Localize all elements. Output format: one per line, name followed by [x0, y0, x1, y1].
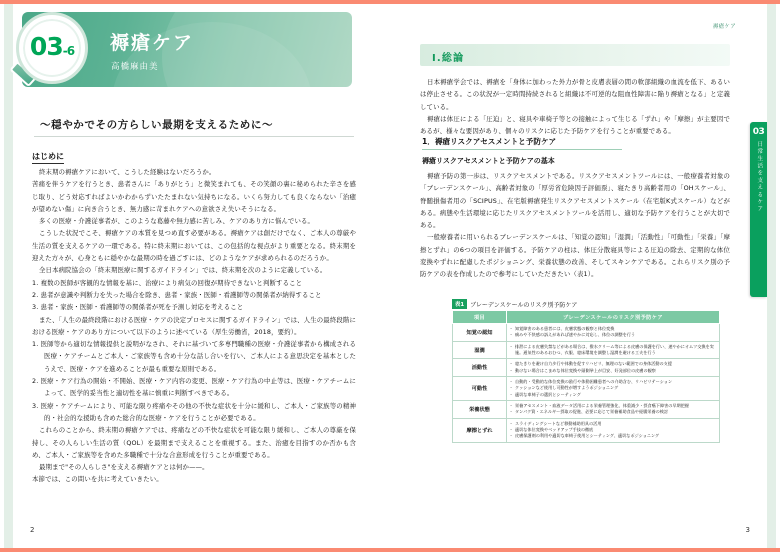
- table-cell-care: [507, 341, 720, 359]
- badge-number-sub: -6: [62, 44, 75, 58]
- subsection-heading-1: 1．褥瘡リスクアセスメントと予防ケア: [422, 136, 622, 150]
- paragraph: また、「人生の最終段階における医療・ケアの決定プロセスに関するガイドライン」では、人生の最終段階における医療・ケアのあり方について以下のように述べている（厚生労働省，2018，要約）。: [32, 315, 356, 336]
- care-item: ・ 知覚障害のある患者には、皮膚状態の観察と体位変換: [510, 326, 716, 332]
- section-band: [420, 44, 730, 66]
- table-cell-item: 活動性: [453, 359, 507, 377]
- table-row: [453, 341, 720, 359]
- paragraph: 本節では、この問いを共に考えていきたい。: [32, 475, 163, 484]
- table-header-row: [453, 311, 720, 324]
- table-caption: [452, 299, 577, 309]
- care-list: [510, 361, 716, 374]
- table-cell-item: 摩擦とずれ: [453, 418, 507, 442]
- care-item: ・ 栄養アセスメント・血液データ活用による栄養管理強化、体重減少・摂食嚥下障害の早期把握: [510, 403, 716, 409]
- definition-list-2: [32, 338, 356, 424]
- table-body: [453, 324, 720, 443]
- left-body-block-1: [32, 166, 356, 486]
- table-cell-care: [507, 401, 720, 419]
- risk-prevention-table: [452, 310, 720, 443]
- care-item: ・ クッションなど使用し可動性が増すようポジショニング: [510, 385, 716, 391]
- badge-number-main: 03: [29, 32, 63, 61]
- table-cell-care: [507, 418, 720, 442]
- care-item: ・ タンパク質・エネルギー摂取の促進、必要に応じて栄養補助食品や経腸栄養の検討: [510, 409, 716, 415]
- running-head: 褥瘡ケア: [712, 24, 736, 30]
- paragraph: 褥瘡は体圧による「圧迫」と、寝具や車椅子等との接触によって生じる「ずれ」や「摩擦」が主要因であるが、様々な要因があり、個々のリスクに応じた予防ケアを行うことが重要である。: [420, 114, 730, 136]
- badge-number: [10, 32, 94, 61]
- book-spread: [0, 4, 780, 548]
- right-page: [390, 4, 780, 548]
- chapter-title: 褥瘡ケア: [110, 32, 195, 54]
- paragraph: 苦痛を伴うケアを行うとき、患者さんに「ありがとう」と微笑まれても、その笑顔の裏に秘められた辛さを感じ取り、どう対応すればよいかわからずいたたまれない気持ちになる。いくら努力しても良くならない「治癒が望めない傷」に向き合うとき、無力感に苛まれケアへの意欲さえ失いそうになる。: [32, 180, 356, 213]
- table-cell-item: 知覚の認知: [453, 324, 507, 342]
- care-item: ・ 自動的・受動的な体位変換の励行や体動困難患者への介助含む、リハビリテーション: [510, 379, 716, 385]
- table-caption-text: ブレーデンスケールのリスク別予防ケア: [470, 302, 578, 309]
- chapter-side-tab[interactable]: [750, 122, 767, 297]
- page-number-left: 2: [30, 526, 35, 534]
- care-item: ・ 痛みや不快感の訴えがあれば速やかに対応し、体位の調整を行う: [510, 332, 716, 338]
- table-cell-item: 湿潤: [453, 341, 507, 359]
- chapter-author: 高橋麻由美: [111, 62, 159, 72]
- subsection-heading-2: 褥瘡リスクアセスメントと予防ケアの基本: [422, 157, 555, 165]
- list-item: 2. 患者が意識や判断力を失った場合を除き、患者・家族・医師・看護師等の関係者が納得すること: [32, 290, 322, 299]
- section-heading: Ⅰ.総論: [432, 53, 465, 64]
- care-item: ・ スライディングシートなど移動補助用具の活用: [510, 421, 716, 427]
- paragraph: 最期まで"その人らしさ"を支える褥瘡ケアとは何か——。: [39, 463, 209, 472]
- table-row: [453, 359, 720, 377]
- page-number-right: 3: [745, 526, 750, 534]
- table-row: [453, 418, 720, 442]
- care-item: ・ 排泄による皮膚失禁などがある場合は、撥水クリーム等による皮膚の保護を行い、速やかにオムツ交換を実施。通気性のあるおむつ、衣服、寝床環境を調整し湿潤を避ける工夫を行う: [510, 344, 716, 357]
- list-item: 1. 複数の医師が客観的な情報を基に、治療により病気の回復が期待できないと判断すること: [32, 278, 303, 287]
- care-item: ・ 皮膚保護剤の利用や適切な車椅子使用とシーティング、適切なポジショニング: [510, 433, 716, 439]
- left-page: [0, 4, 390, 548]
- table-header-care: ブレーデンスケールのリスク別予防ケア: [507, 311, 720, 324]
- paragraph: これらのことから、終末期の褥瘡ケアでは、疼痛などの不快な症状を可能な限り緩和し、ご本人の尊厳を保持し、その人らしい生活の質（QOL）を最期まで支えることを重視する。また、治癒を目指すのか否かも含め、ご本人・ご家族等を含めた多職種で十分な合意形成を行うことが重要である。: [32, 426, 356, 459]
- table-number-badge: 表1: [452, 299, 467, 309]
- paragraph: [32, 264, 356, 276]
- lead-divider: [34, 136, 354, 137]
- care-item: ・ 動けない場合はこまめな体位変換や頭側挙上が目安、好発部位の皮膚の観察: [510, 368, 716, 374]
- paragraph: 日本褥瘡学会では、褥瘡を「身体に加わった外力が骨と皮膚表層の間の軟部組織の血流を低下、あるいは停止させる。この状況が一定時間持続されると組織は不可逆的な阻血性障害に陥り褥瘡となる」と定義している。: [420, 78, 730, 111]
- care-list: [510, 379, 716, 398]
- care-list: [510, 326, 716, 339]
- paragraph: 褥瘡予防の第一歩は、リスクアセスメントである。リスクアセスメントツールには、一般療養者対象の「ブレーデンスケール」、高齢者対象の「厚労省危険因子評価票」、寝たきり高齢者用の「OHスケール」、脊髄損傷者用の「SCIPUS」、在宅版褥瘡発生リスクアセスメントスケール（在宅版K式スケール）などがある。病態や生活環境に応じたリスクアセスメントツールを活用し、適切な予防ケアを行うことが大切である。: [420, 172, 730, 230]
- list-item: 3. 医療・ケアチームにより、可能な限り疼痛やその他の不快な症状を十分に緩和し、ご本人・ご家族等の精神的・社会的な援助も含めた総合的な医療・ケアを行うことが必要である。: [32, 401, 356, 422]
- table-cell-item: 栄養状態: [453, 401, 507, 419]
- care-list: [510, 403, 716, 416]
- list-item: 1. 医師等から適切な情報提供と説明がなされ、それに基づいて多専門職種の医療・介護従事者から構成される医療・ケアチームとご本人・ご家族等も含め十分な話し合いを行い、ご本人による意思決定を基本としたうえで、医療・ケアを進めることが最も重要な原則である。: [32, 340, 356, 373]
- list-item: 2. 医療・ケア行為の開始・不開始、医療・ケア内容の変更、医療・ケア行為の中止等は、医療・ケアチームによって、医学的妥当性と適切性を基に慎重に判断すべきである。: [32, 377, 356, 398]
- paragraph: 多くの医療・介護従事者が、このような葛藤や無力感に苦しみ、ケアのあり方に悩んでいる。: [39, 217, 315, 226]
- side-tab-number: 03: [752, 127, 765, 137]
- care-item: ・ 寝たきりを避け自力歩行や体動を促すリハビリ、無理のない範囲での身体活動の支援: [510, 361, 716, 367]
- care-list: [510, 344, 716, 357]
- table-cell-item: 可動性: [453, 377, 507, 401]
- right-body-block-1: [420, 76, 730, 137]
- lead-title: 〜穏やかでその方らしい最期を支えるために〜: [40, 119, 274, 131]
- right-body-block-2: [420, 170, 730, 281]
- paragraph: 終末期の褥瘡ケアにおいて、こうした経験はないだろうか。: [39, 168, 216, 176]
- care-item: ・ 適切な体位変換やベッドアップ手技の徹底: [510, 427, 716, 433]
- table-row: [453, 324, 720, 342]
- table-row: [453, 401, 720, 419]
- paragraph-text: 全日本病院協会の「終末期医療に関するガイドライン」では、終末期を次のように定義している。: [39, 266, 327, 275]
- table-header-item: 項目: [453, 311, 507, 324]
- list-item: 3. 患者・家族・医師・看護師等の関係者が死を予測し対応を考えること: [32, 303, 244, 312]
- table-cell-care: [507, 359, 720, 377]
- care-item: ・ 適切な車椅子の選択とシーティング: [510, 392, 716, 398]
- chapter-number-badge: [10, 10, 96, 102]
- table-cell-care: [507, 324, 720, 342]
- paragraph: こうした状況でこそ、褥瘡ケアの本質を見つめ直す必要がある。褥瘡ケアは創だけでなく、ご本人の尊厳や生活の質を支えるケアの一環である。特に終末期においては、この包括的な視点がより重要となる。終末期を迎えた方々が、心身ともに穏やかな最期の時を過ごすには、どのようなケアが求められるのだろうか。: [32, 229, 356, 263]
- heading-intro: はじめに: [32, 151, 64, 164]
- definition-list-1: [32, 277, 356, 314]
- care-list: [510, 421, 716, 440]
- table-cell-care: [507, 377, 720, 401]
- side-tab-label: 日常生活を支えるケア: [756, 141, 763, 213]
- table-row: [453, 377, 720, 401]
- paragraph: 一般療養者に用いられるブレーデンスケールは、「知覚の認知」「湿潤」「活動性」「可動性」「栄養」「摩擦とずれ」の6つの項目を評価する。予防ケアの柱は、体圧分散寝具等による圧迫の除去、定期的な体位変換やずれに配慮したポジショニング、栄養状態の改善、そしてスキンケアである。これらリスク別の予防ケアの表を作成したので参考にしていただきたい（表1）。: [420, 233, 730, 279]
